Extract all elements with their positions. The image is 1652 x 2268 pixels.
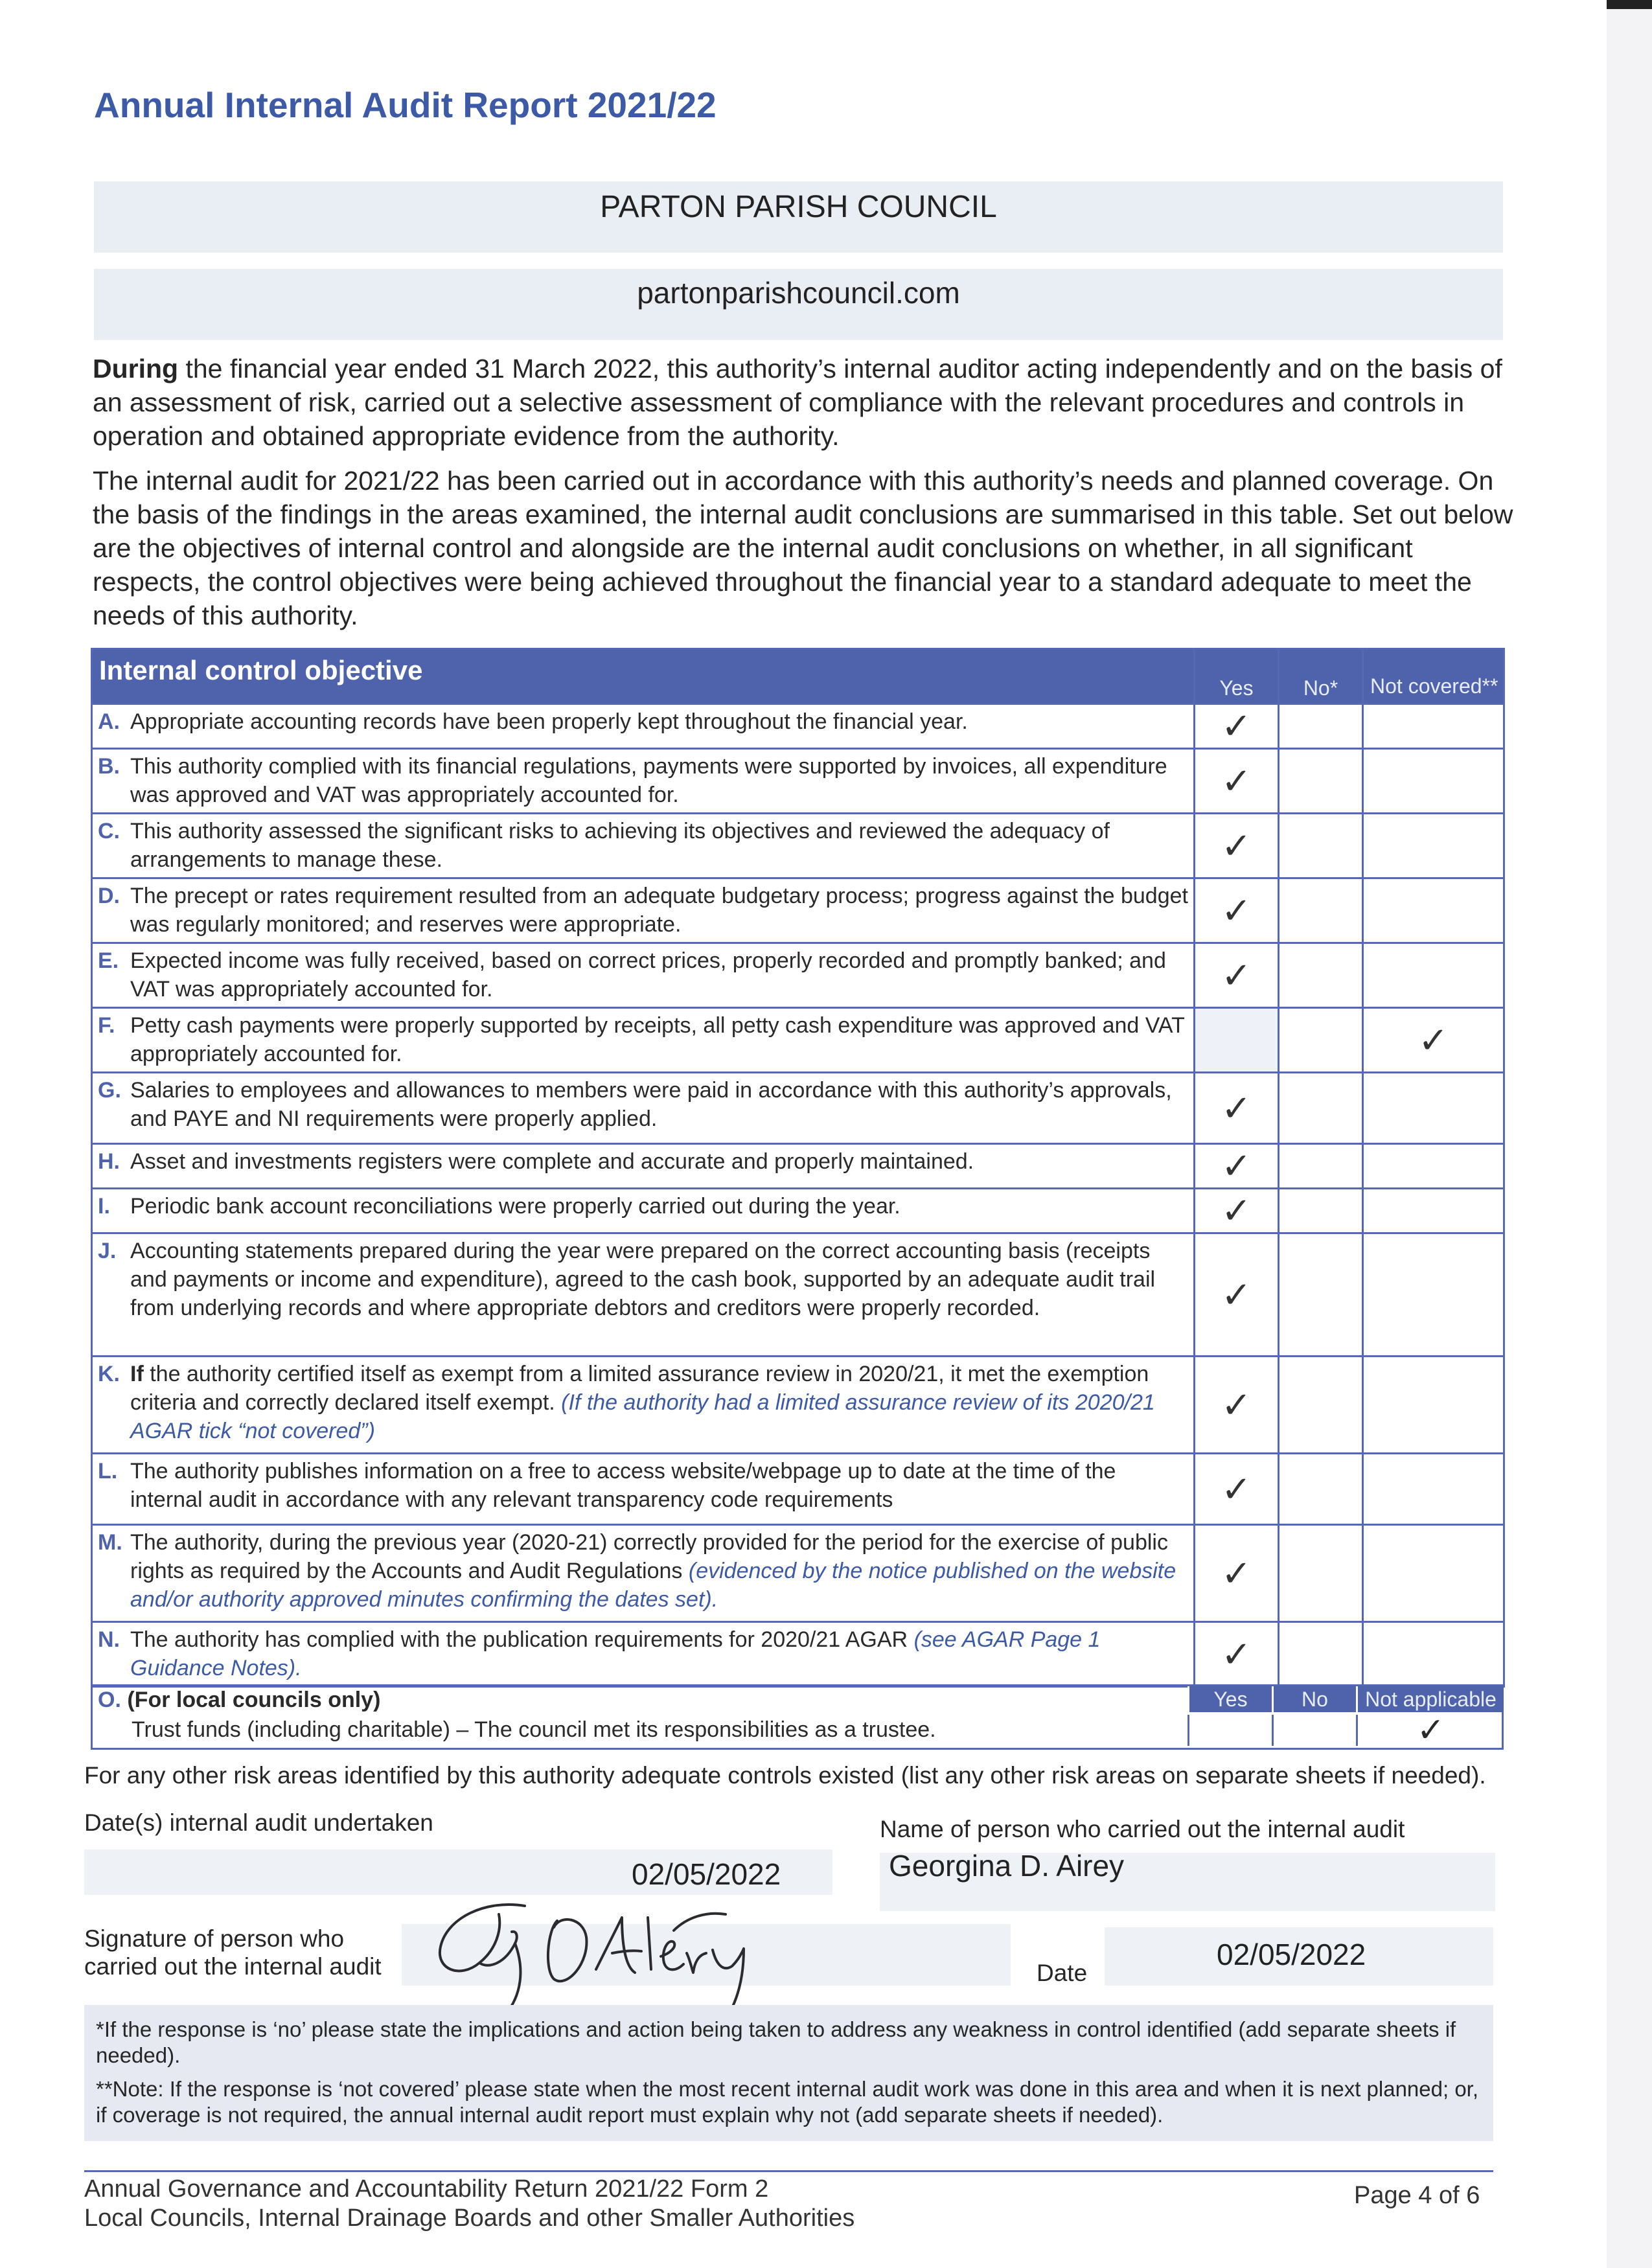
checkbox-yes[interactable] <box>1195 943 1279 1008</box>
objective-text <box>130 1528 1188 1614</box>
objective-text <box>130 752 1188 809</box>
objective-cell <box>92 1454 1195 1525</box>
objective-statement: This authority assessed the significant risks to achieving its objectives and reviewed the adequacy of arrangements to manage these. <box>130 819 1110 872</box>
checkbox-yes[interactable] <box>1195 1073 1279 1144</box>
checkbox-no[interactable] <box>1279 704 1363 749</box>
tick-icon: ✓ <box>1221 1087 1252 1128</box>
objective-cell <box>92 1233 1195 1357</box>
tick-icon: ✓ <box>1221 1145 1252 1186</box>
trust-no-checkbox[interactable] <box>1272 1715 1356 1746</box>
objective-cell <box>92 1073 1195 1144</box>
objective-row <box>92 749 1504 814</box>
checkbox-no[interactable] <box>1279 878 1363 943</box>
auditor-name-label: Name of person who carried out the internal audit <box>880 1816 1405 1842</box>
objective-letter: B. <box>98 754 120 779</box>
objective-text <box>130 1237 1188 1322</box>
checkbox-yes[interactable] <box>1195 1622 1279 1687</box>
objective-text <box>130 817 1188 874</box>
checkbox-no[interactable] <box>1279 1144 1363 1189</box>
audit-dates-value: 02/05/2022 <box>632 1857 781 1891</box>
trust-title-text: (For local councils only) <box>127 1688 381 1712</box>
other-risk-note: For any other risk areas identified by this authority adequate controls existed (list any other risk areas on separate sheets if needed). <box>84 1762 1486 1789</box>
footer-rule <box>84 2170 1493 2172</box>
note-no-response: *If the response is ‘no’ please state the implications and action being taken to address any weakness in control identified (add separate sheets if needed). <box>96 2017 1456 2067</box>
objective-guidance: (evidenced by the notice published on the website and/or authority approved minutes confirming the dates set). <box>130 1559 1176 1612</box>
website-address: partonparishcouncil.com <box>637 276 960 310</box>
trust-header-na: Not applicable <box>1356 1686 1504 1712</box>
objective-letter: I. <box>98 1194 110 1219</box>
header-no: No* <box>1279 649 1363 704</box>
objective-guidance: (If the authority had a limited assurance review of its 2020/21 AGAR tick “not covered”) <box>130 1390 1155 1443</box>
objective-text <box>130 1192 1188 1220</box>
objective-guidance: (see AGAR Page 1 Guidance Notes). <box>130 1627 1101 1680</box>
trust-text: Trust funds (including charitable) – The council met its responsibilities as a trustee. <box>132 1717 936 1742</box>
tick-icon: ✓ <box>1221 1633 1252 1675</box>
checkbox-yes[interactable] <box>1195 1233 1279 1357</box>
objective-text <box>130 707 1188 736</box>
checkbox-no[interactable] <box>1279 1622 1363 1687</box>
tick-icon: ✓ <box>1221 1384 1252 1425</box>
council-name-field <box>94 181 1503 253</box>
objective-row <box>92 814 1504 878</box>
checkbox-not-covered[interactable] <box>1363 814 1504 878</box>
objective-statement: The authority, during the previous year (2020-21) correctly provided for the period for the exercise of public rights as required by the Accounts and Audit Regulations <box>130 1530 1168 1583</box>
objective-letter: E. <box>98 948 119 973</box>
checkbox-yes[interactable] <box>1195 814 1279 878</box>
checkbox-not-covered[interactable] <box>1363 1454 1504 1525</box>
objective-statement: Expected income was fully received, based on correct prices, properly recorded and promptly banked; and VAT was appropriately accounted for. <box>130 948 1166 1002</box>
checkbox-not-covered[interactable] <box>1363 1144 1504 1189</box>
tick-icon: ✓ <box>1221 1552 1252 1594</box>
objective-letter: M. <box>98 1530 122 1555</box>
checkbox-no[interactable] <box>1279 1233 1363 1357</box>
checkbox-not-covered[interactable] <box>1363 749 1504 814</box>
checkbox-not-covered[interactable] <box>1363 1073 1504 1144</box>
objective-statement: Periodic bank account reconciliations were properly carried out during the year. <box>130 1194 901 1219</box>
objective-statement: the authority certified itself as exempt from a limited assurance review in 2020/21, it met the exemption criteria and correctly declared itself exempt. <box>130 1362 1149 1415</box>
website-field <box>94 269 1503 340</box>
objective-row <box>92 1189 1504 1233</box>
signature-label-2: carried out the internal audit <box>84 1953 382 1980</box>
objective-row <box>92 1357 1504 1454</box>
checkbox-not-covered[interactable] <box>1363 1008 1504 1073</box>
objective-row <box>92 1144 1504 1189</box>
trust-letter: O. <box>98 1688 121 1712</box>
objective-cell <box>92 814 1195 878</box>
objective-row <box>92 1233 1504 1357</box>
objective-cell <box>92 943 1195 1008</box>
footer-authorities: Local Councils, Internal Drainage Boards and other Smaller Authorities <box>84 2205 855 2232</box>
tick-icon: ✓ <box>1418 1019 1449 1060</box>
header-yes: Yes <box>1195 649 1279 704</box>
objective-cell <box>92 1357 1195 1454</box>
objective-row <box>92 943 1504 1008</box>
trust-header-no: No <box>1272 1686 1356 1712</box>
checkbox-no[interactable] <box>1279 749 1363 814</box>
objective-row <box>92 1622 1504 1687</box>
objective-statement: Accounting statements prepared during the year were prepared on the correct accounting basis (receipts and payments or income and expenditure), agreed to the cash book, supported by an adequate audit trail from underlying records and where appropriate debtors and creditors were properly recorded. <box>130 1239 1156 1320</box>
checkbox-not-covered[interactable] <box>1363 1233 1504 1357</box>
objective-row <box>92 1454 1504 1525</box>
checkbox-yes[interactable] <box>1195 749 1279 814</box>
objective-letter: F. <box>98 1013 115 1038</box>
intro-paragraph-2: The internal audit for 2021/22 has been carried out in accordance with this authority’s needs and planned coverage. On the basis of the findings in the areas examined, the internal audit conclusions are summarised in this table. Set out below are the objectives of internal control and alongside are the internal audit conclusions on whether, in all significant respects, the control objectives were being achieved throughout the financial year to a standard adequate to meet the needs of this authority. <box>93 466 1513 630</box>
objective-row <box>92 1008 1504 1073</box>
trust-funds-row <box>91 1684 1504 1750</box>
checkbox-yes[interactable] <box>1195 1454 1279 1525</box>
checkbox-not-covered[interactable] <box>1363 943 1504 1008</box>
objective-text <box>130 1360 1188 1445</box>
scan-mark <box>1607 0 1652 9</box>
trust-title <box>98 1688 380 1713</box>
objective-text <box>130 1076 1188 1133</box>
objective-statement: Appropriate accounting records have been properly kept throughout the financial year. <box>130 709 968 734</box>
objective-row <box>92 878 1504 943</box>
header-not-covered: Not covered** <box>1363 649 1504 704</box>
objective-cell <box>92 1008 1195 1073</box>
intro-p1-text: the financial year ended 31 March 2022, this authority’s internal auditor acting independently and on the basis of an assessment of risk, carried out a selective assessment of compliance with the relevant procedures and controls in operation and obtained appropriate evidence from the authority. <box>93 354 1502 451</box>
intro-lead: During <box>93 354 179 384</box>
checkbox-no[interactable] <box>1279 1454 1363 1525</box>
checkbox-yes[interactable] <box>1195 1525 1279 1622</box>
objective-letter: N. <box>98 1627 120 1652</box>
checkbox-no[interactable] <box>1279 1008 1363 1073</box>
objective-letter: D. <box>98 884 120 908</box>
trust-yes-checkbox[interactable] <box>1187 1715 1272 1746</box>
objective-cell <box>92 1189 1195 1233</box>
tick-icon: ✓ <box>1221 954 1252 996</box>
objective-letter: H. <box>98 1149 120 1174</box>
checkbox-yes[interactable] <box>1195 1357 1279 1454</box>
checkbox-yes[interactable] <box>1195 1144 1279 1189</box>
note-not-covered: **Note: If the response is ‘not covered’ please state when the most recent internal audit work was done in this area and when it is next planned; or, if coverage is not required, the annual internal audit report must explain why not (add separate sheets if needed). <box>96 2077 1479 2127</box>
auditor-name-value: Georgina D. Airey <box>889 1849 1125 1883</box>
trust-header-yes: Yes <box>1187 1686 1272 1712</box>
objective-text <box>130 1011 1188 1068</box>
checkbox-yes[interactable] <box>1195 1008 1279 1073</box>
control-objectives-table <box>91 648 1505 1688</box>
objective-lead: If <box>130 1362 144 1386</box>
objective-statement: This authority complied with its financial regulations, payments were supported by invoices, all expenditure was approved and VAT was appropriately accounted for. <box>130 754 1167 807</box>
checkbox-not-covered[interactable] <box>1363 1622 1504 1687</box>
notes-box <box>84 2005 1493 2141</box>
tick-icon: ✓ <box>1221 825 1252 866</box>
objective-statement: The authority publishes information on a free to access website/webpage up to date at the time of the internal audit in accordance with any relevant transparency code requirements <box>130 1459 1116 1512</box>
objective-text <box>130 1457 1188 1514</box>
objective-row <box>92 1525 1504 1622</box>
objective-cell <box>92 704 1195 749</box>
objective-statement: Petty cash payments were properly supported by receipts, all petty cash expenditure was approved and VAT appropriately accounted for. <box>130 1013 1185 1066</box>
checkbox-not-covered[interactable] <box>1363 1525 1504 1622</box>
objective-letter: L. <box>98 1459 118 1483</box>
objective-letter: A. <box>98 709 120 734</box>
objective-text <box>130 1147 1188 1176</box>
footer-form-title: Annual Governance and Accountability Return 2021/22 Form 2 <box>84 2175 769 2203</box>
objective-text <box>130 882 1188 939</box>
checkbox-not-covered[interactable] <box>1363 704 1504 749</box>
objective-row <box>92 704 1504 749</box>
objective-cell <box>92 1525 1195 1622</box>
objective-row <box>92 1073 1504 1144</box>
objective-letter: J. <box>98 1239 117 1263</box>
checkbox-yes[interactable] <box>1195 704 1279 749</box>
objective-cell <box>92 1144 1195 1189</box>
objective-statement: The precept or rates requirement resulted from an adequate budgetary process; progress against the budget was regularly monitored; and reserves were appropriate. <box>130 884 1188 937</box>
header-objective: Internal control objective <box>92 649 1195 704</box>
checkbox-no[interactable] <box>1279 1525 1363 1622</box>
objective-letter: G. <box>98 1078 121 1103</box>
checkbox-no[interactable] <box>1279 814 1363 878</box>
page-title: Annual Internal Audit Report 2021/22 <box>94 85 717 125</box>
objective-statement: Asset and investments registers were complete and accurate and properly maintained. <box>130 1149 974 1174</box>
objective-letter: K. <box>98 1362 120 1386</box>
checkbox-not-covered[interactable] <box>1363 1357 1504 1454</box>
tick-icon: ✓ <box>1221 1190 1252 1231</box>
checkbox-no[interactable] <box>1279 943 1363 1008</box>
checkbox-no[interactable] <box>1279 1357 1363 1454</box>
tick-icon: ✓ <box>1221 1468 1252 1509</box>
council-name: PARTON PARISH COUNCIL <box>600 190 997 224</box>
tick-icon: ✓ <box>1221 760 1252 801</box>
intro-paragraph-1 <box>93 352 1518 453</box>
objective-statement: The authority has complied with the publication requirements for 2020/21 AGAR <box>130 1627 914 1652</box>
signature-label-1: Signature of person who <box>84 1925 345 1952</box>
page-number: Page 4 of 6 <box>1354 2182 1480 2209</box>
objective-text <box>130 946 1188 1003</box>
table-header-row <box>92 649 1504 704</box>
checkbox-no[interactable] <box>1279 1189 1363 1233</box>
checkbox-no[interactable] <box>1279 1073 1363 1144</box>
date-label: Date <box>1037 1960 1088 1986</box>
objective-cell <box>92 1622 1195 1687</box>
scan-edge <box>1607 0 1652 2268</box>
audit-dates-label: Date(s) internal audit undertaken <box>84 1809 433 1836</box>
tick-icon: ✓ <box>1221 889 1252 931</box>
checkbox-yes[interactable] <box>1195 1189 1279 1233</box>
objective-cell <box>92 749 1195 814</box>
objective-statement: Salaries to employees and allowances to members were paid in accordance with this authority’s approvals, and PAYE and NI requirements were properly applied. <box>130 1078 1172 1131</box>
checkbox-not-covered[interactable] <box>1363 1189 1504 1233</box>
checkbox-yes[interactable] <box>1195 878 1279 943</box>
checkbox-not-covered[interactable] <box>1363 878 1504 943</box>
tick-icon: ✓ <box>1221 705 1252 746</box>
objective-letter: C. <box>98 819 120 843</box>
trust-na-checkbox[interactable] <box>1356 1712 1504 1749</box>
signature-date-value: 02/05/2022 <box>1217 1938 1366 1971</box>
objective-cell <box>92 878 1195 943</box>
tick-icon: ✓ <box>1416 1712 1445 1749</box>
objective-text <box>130 1625 1188 1682</box>
tick-icon: ✓ <box>1221 1274 1252 1315</box>
